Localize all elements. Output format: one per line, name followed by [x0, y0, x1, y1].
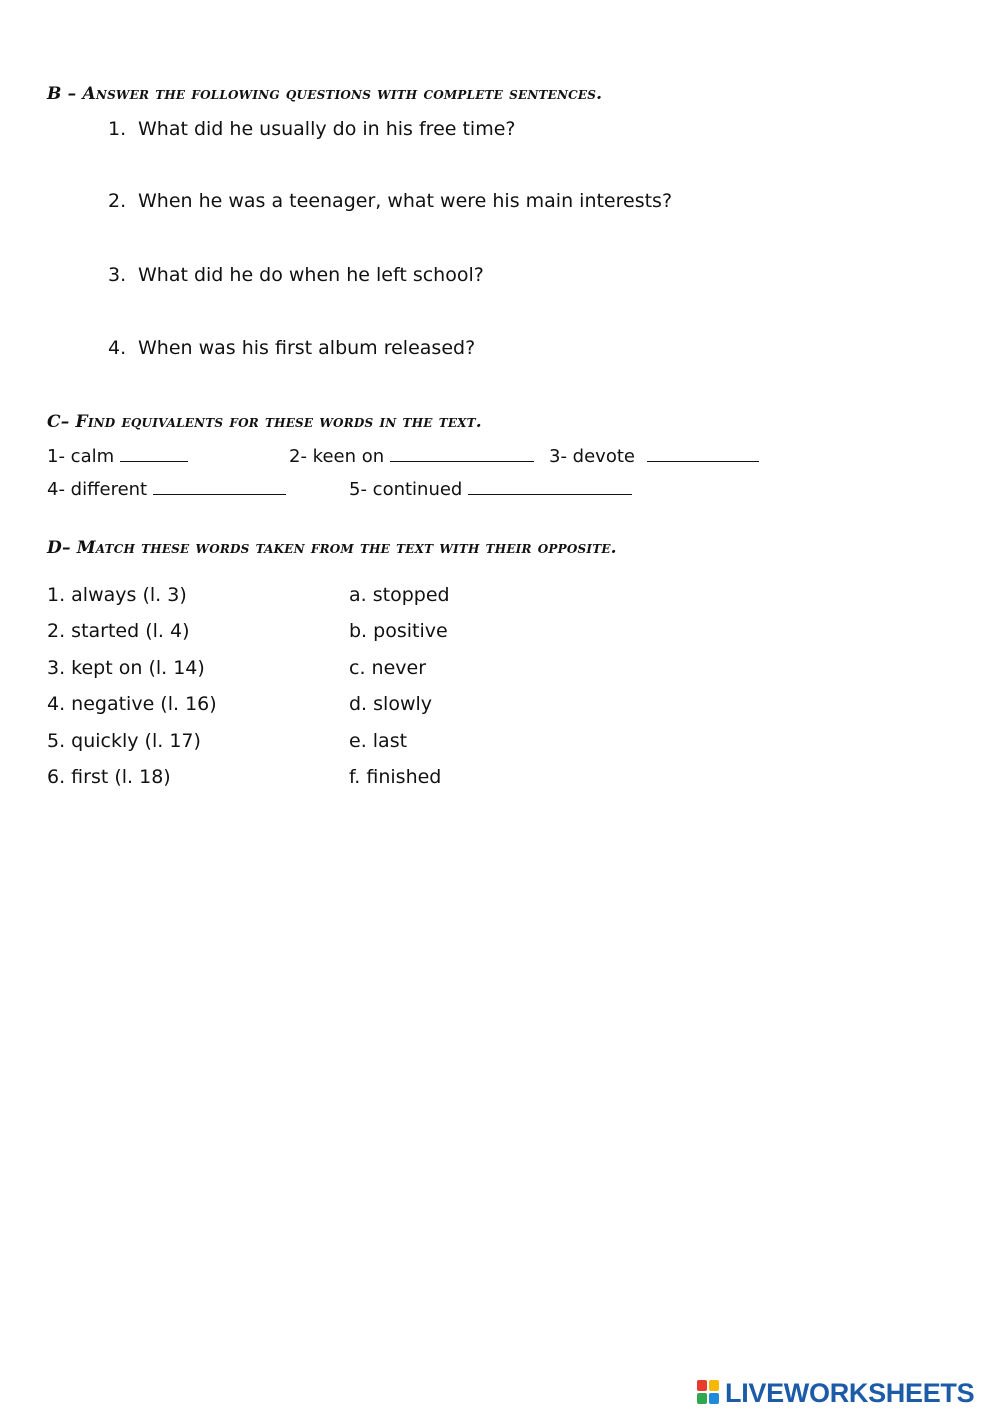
match-right-item: a. stopped: [349, 584, 450, 606]
answer-blank[interactable]: [153, 480, 286, 495]
answer-blank[interactable]: [468, 480, 632, 495]
match-right-item: d. slowly: [349, 693, 433, 715]
match-right-item: b. positive: [349, 620, 448, 642]
question-number: 1.: [108, 118, 127, 140]
answer-blank[interactable]: [390, 447, 534, 462]
section-d-heading: D– Match these words taken from the text with their opposite.: [47, 538, 617, 558]
match-left-item: 2. started (l. 4): [47, 620, 190, 642]
question-number: 2.: [108, 190, 127, 212]
question-2: [108, 190, 672, 212]
question-text: What did he do when he left school?: [138, 264, 484, 286]
match-left-item: 4. negative (l. 16): [47, 693, 217, 715]
question-number: 4.: [108, 337, 127, 359]
question-number: 3.: [108, 264, 127, 286]
match-right-item: c. never: [349, 657, 427, 679]
answer-blank[interactable]: [647, 447, 759, 462]
match-left-item: 5. quickly (l. 17): [47, 730, 201, 752]
equivalent-label: 2- keen on: [289, 446, 385, 467]
equivalent-label: 4- different: [47, 479, 148, 500]
question-4: [108, 337, 475, 359]
logo-text: LIVEWORKSHEETS: [725, 1377, 975, 1408]
question-text: What did he usually do in his free time?: [138, 118, 516, 140]
match-left-item: 3. kept on (l. 14): [47, 657, 205, 679]
equivalent-label: 5- continued: [349, 479, 463, 500]
equivalent-item-4: [47, 479, 286, 500]
equivalent-item-3: [549, 446, 759, 467]
section-c-heading: C– Find equivalents for these words in the text.: [47, 412, 482, 432]
question-1: [108, 118, 516, 140]
logo-blocks-icon: [697, 1380, 721, 1406]
equivalent-item-2: [289, 446, 534, 467]
match-right-item: f. finished: [349, 766, 442, 788]
match-left-item: 6. first (l. 18): [47, 766, 171, 788]
match-right-item: e. last: [349, 730, 408, 752]
equivalent-label: 3- devote: [549, 446, 635, 467]
section-b-heading: B – Answer the following questions with complete sentences.: [47, 84, 603, 104]
question-text: When he was a teenager, what were his main interests?: [138, 190, 673, 212]
question-text: When was his first album released?: [138, 337, 476, 359]
answer-blank[interactable]: [120, 447, 188, 462]
question-3: [108, 264, 484, 286]
equivalent-item-5: [349, 479, 632, 500]
equivalent-label: 1- calm: [47, 446, 115, 467]
match-left-item: 1. always (l. 3): [47, 584, 187, 606]
equivalent-item-1: [47, 446, 188, 467]
liveworksheets-logo[interactable]: [697, 1376, 974, 1410]
